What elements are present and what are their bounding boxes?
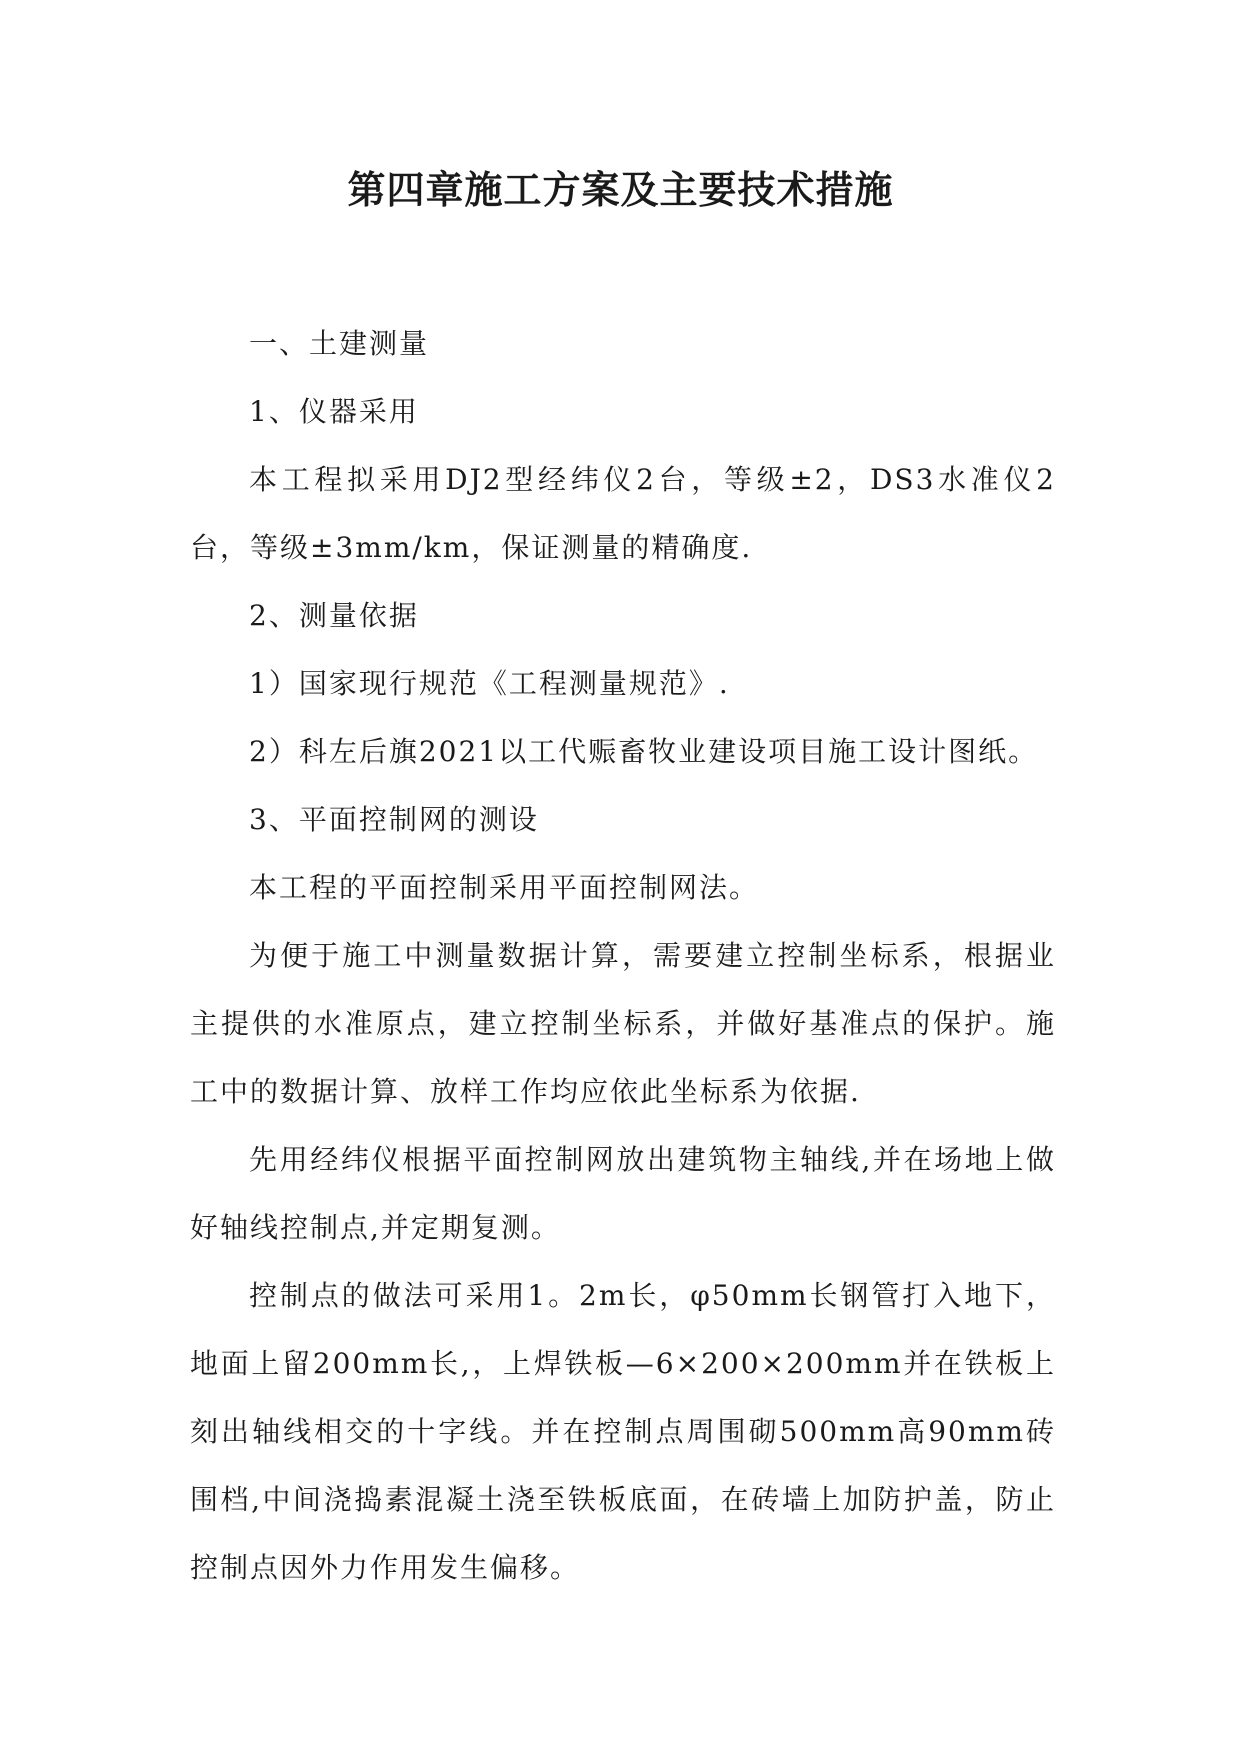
paragraph-control-method: 本工程的平面控制采用平面控制网法。 (249, 871, 760, 904)
subheading-basis: 2、测量依据 (249, 599, 419, 632)
section-heading-survey: 一、土建测量 (249, 327, 430, 360)
subheading-control-network: 3、平面控制网的测设 (249, 803, 539, 836)
list-item-basis-2: 2）科左后旗2021以工代赈畜牧业建设项目施工设计图纸。 (249, 735, 1039, 768)
paragraph-instruments: 本工程拟采用DJ2型经纬仪2台，等级±2，DS3水准仪2台，等级±3mm/km，保证测量的精确度. (190, 463, 1056, 564)
list-item-basis-1: 1）国家现行规范《工程测量规范》. (249, 667, 730, 700)
paragraph-axis-setting: 先用经纬仪根据平面控制网放出建筑物主轴线,并在场地上做好轴线控制点,并定期复测。 (190, 1143, 1056, 1244)
page-title: 第四章施工方案及主要技术措施 (347, 168, 894, 212)
subheading-instruments: 1、仪器采用 (249, 395, 419, 428)
document-body (190, 310, 1056, 1602)
paragraph-control-point-method: 控制点的做法可采用1。2m长，φ50mm长钢管打入地下，地面上留200mm长,，上焊铁板—6×200×200mm并在铁板上刻出轴线相交的十字线。并在控制点周围砌500mm高90mm砖围档,中间浇捣素混凝土浇至铁板底面，在砖墙上加防护盖，防止控制点因外力作用发生偏移。 (190, 1279, 1056, 1584)
paragraph-coordinate-system: 为便于施工中测量数据计算，需要建立控制坐标系，根据业主提供的水准原点，建立控制坐标系，并做好基准点的保护。施工中的数据计算、放样工作均应依此坐标系为依据. (190, 939, 1056, 1108)
